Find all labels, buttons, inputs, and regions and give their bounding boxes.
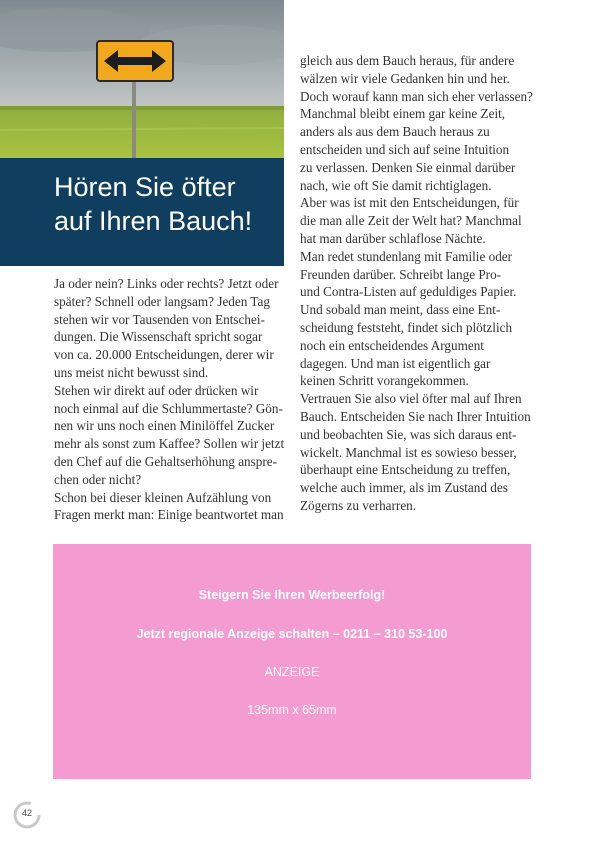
text-line: noch ein entscheidendes Argument — [300, 337, 484, 353]
article-title-line: Hören Sie öfter — [54, 172, 236, 202]
page-number-badge — [12, 800, 42, 830]
road-sign-icon — [96, 40, 174, 82]
article-column-right — [300, 52, 536, 515]
text-line: nach, wie oft Sie damit richtiglagen. — [300, 177, 492, 193]
advertisement-box[interactable] — [53, 544, 531, 779]
text-line: überhaupt eine Entscheidung zu treffen, — [300, 462, 511, 478]
text-line: Man redet stundenlang mit Familie oder — [300, 248, 513, 264]
article-column-left — [54, 275, 286, 524]
text-line: anders als aus dem Bauch heraus zu — [300, 124, 490, 140]
text-line: den Chef auf die Gehaltserhöhung anspre- — [54, 453, 278, 469]
text-line: dagegen. Und man ist eigentlich gar — [300, 355, 491, 371]
text-line: hat man darüber schlaflose Nächte. — [300, 230, 486, 246]
ad-size: 135mm x 65mm — [247, 703, 337, 717]
ad-contact: Jetzt regionale Anzeige schalten – 0211 – 310 53-100 — [136, 627, 448, 641]
text-line: Schon bei dieser kleinen Aufzählung von — [54, 489, 272, 505]
text-line: Ja oder nein? Links oder rechts? Jetzt oder — [54, 276, 279, 291]
text-line: die man alle Zeit der Welt hat? Manchmal — [300, 213, 522, 229]
text-line: nen wir uns noch einen Minilöffel Zucker — [54, 418, 275, 434]
text-line: Fragen merkt man: Einige beantwortet man — [54, 507, 284, 523]
text-line: stehen wir vor Tausenden von Entschei- — [54, 311, 265, 327]
text-line: später? Schnell oder langsam? Jeden Tag — [54, 293, 270, 309]
text-line: wickelt. Manchmal ist es sowieso besser, — [300, 444, 517, 460]
text-line: wälzen wir viele Gedanken hin und her. — [300, 70, 510, 86]
text-line: und Contra-Listen auf geduldiges Papier. — [300, 284, 517, 300]
text-line: Freunden darüber. Schreibt lange Pro- — [300, 266, 502, 282]
text-line: Bauch. Entscheiden Sie nach Ihrer Intuition — [300, 408, 531, 424]
text-line: und beobachten Sie, was sich daraus ent- — [300, 426, 517, 442]
text-line: entscheiden und sich auf seine Intuition — [300, 141, 510, 157]
text-line: mehr als sonst zum Kaffee? Sollen wir jetzt — [54, 436, 285, 452]
text-line: noch einmal auf die Schlummertaste? Gön- — [54, 400, 283, 416]
text-line: chen oder nicht? — [54, 471, 142, 487]
text-line: gleich aus dem Bauch heraus, für andere — [300, 53, 515, 68]
text-line: Zögerns zu verharren. — [300, 497, 417, 513]
text-line: dungen. Die Wissenschaft spricht sogar — [54, 329, 263, 345]
text-line: Doch worauf kann man sich eher verlassen? — [300, 88, 533, 104]
ad-label: ANZEIGE — [264, 665, 320, 679]
text-line: welche auch immer, als im Zustand des — [300, 480, 508, 496]
text-line: keinen Schritt vorangekommen. — [300, 373, 469, 389]
text-line: Und sobald man meint, dass eine Ent- — [300, 302, 501, 318]
article-title — [54, 170, 294, 238]
text-line: Manchmal bleibt einem gar keine Zeit, — [300, 106, 506, 122]
text-line: Stehen wir direkt auf oder drücken wir — [54, 382, 259, 398]
text-line: von ca. 20.000 Entscheidungen, derer wir — [54, 347, 274, 363]
page-number: 42 — [21, 808, 32, 818]
article-title-line: auf Ihren Bauch! — [54, 206, 253, 236]
text-line: uns meist nicht bewusst sind. — [54, 364, 209, 380]
text-line: Vertrauen Sie also viel öfter mal auf Ihren — [300, 391, 522, 407]
text-line: scheidung feststeht, findet sich plötzlich — [300, 319, 513, 335]
ad-headline: Steigern Sie Ihren Werbeerfolg! — [198, 588, 386, 602]
text-line: zu verlassen. Denken Sie einmal darüber — [300, 159, 516, 175]
text-line: Aber was ist mit den Entscheidungen, für — [300, 195, 519, 211]
